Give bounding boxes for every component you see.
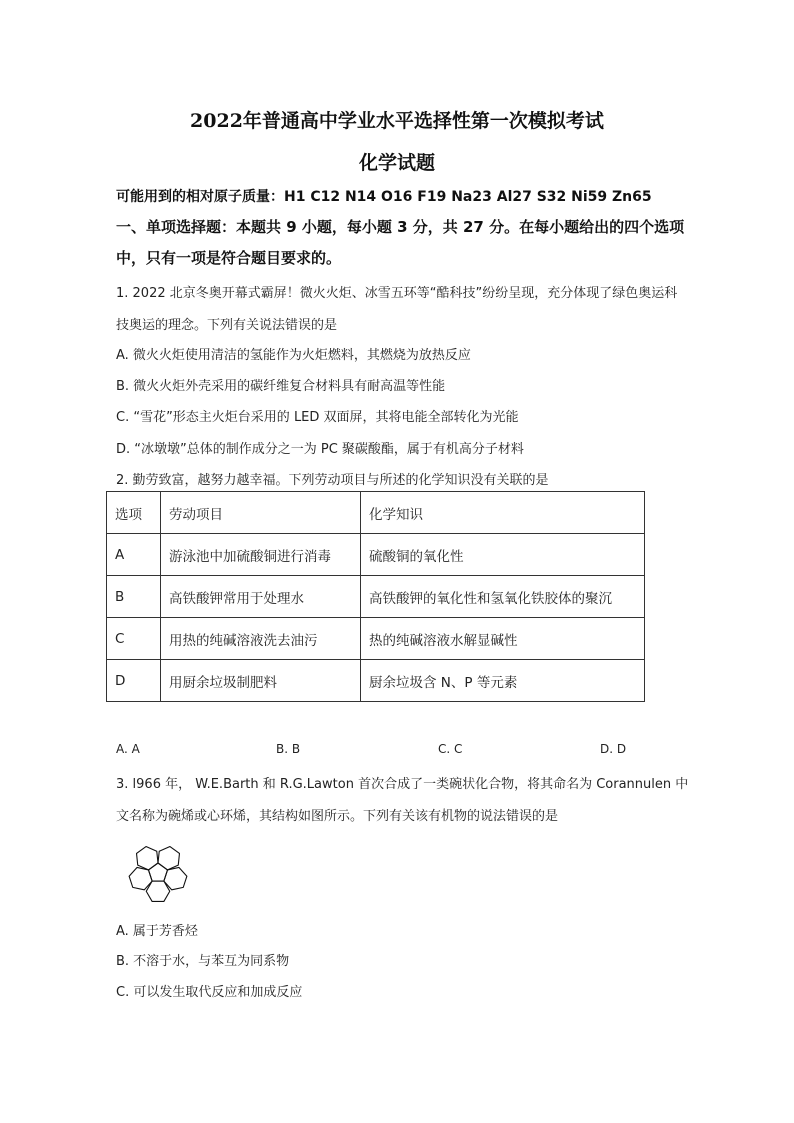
q2-stem: 2. 勤劳致富，越努力越幸福。下列劳动项目与所述的化学知识没有关联的是: [116, 473, 549, 488]
q3-stem-line2: 文名称为碗烯或心环烯，其结构如图所示。下列有关该有机物的说法错误的是: [116, 809, 559, 824]
section-heading-line1: 一、单项选择题：本题共 9 小题，每小题 3 分，共 27 分。在每小题给出的四个选项: [116, 218, 685, 236]
table-cell: 高铁酸钾的氧化性和氢氧化铁胶体的聚沉: [361, 576, 645, 618]
table-header-row: [107, 492, 645, 534]
table-header: 化学知识: [361, 492, 645, 534]
q2-option-c: C. C: [438, 742, 463, 756]
table-cell: 用热的纯碱溶液洗去油污: [161, 618, 361, 660]
q3-option-a: A. 属于芳香烃: [116, 924, 198, 939]
q1-option-b: B. 微火火炬外壳采用的碳纤维复合材料具有耐高温等性能: [116, 379, 446, 394]
hexagon-ring: [158, 847, 179, 870]
subject-title: 化学试题: [358, 152, 435, 174]
table-cell: 高铁酸钾常用于处理水: [161, 576, 361, 618]
table-cell: 用厨余垃圾制肥料: [161, 660, 361, 702]
q3-option-c: C. 可以发生取代反应和加成反应: [116, 985, 303, 1000]
table-cell: C: [107, 618, 161, 660]
table-row: [107, 576, 645, 618]
q3-stem-line1: 3. l966 年， W.E.Barth 和 R.G.Lawton 首次合成了一类碗状化合物，将其命名为 Corannulen 中: [116, 777, 689, 792]
section-heading-line2: 中，只有一项是符合题目要求的。: [116, 249, 342, 267]
q1-option-c: C. “雪花”形态主火炬台采用的 LED 双面屏，其将电能全部转化为光能: [116, 410, 519, 425]
q1-option-d: D. “冰墩墩”总体的制作成分之一为 PC 聚碳酸酯，属于有机高分子材料: [116, 442, 524, 457]
table-cell: 热的纯碱溶液水解显碱性: [361, 618, 645, 660]
table-cell: B: [107, 576, 161, 618]
q1-stem-line1: 1. 2022 北京冬奥开幕式霸屏！微火火炬、冰雪五环等“酷科技”纷纷呈现，充分体现了绿色奥运科: [116, 286, 678, 301]
exam-title: 2022年普通高中学业水平选择性第一次模拟考试: [190, 110, 604, 132]
corannulene-structure-diagram: [112, 832, 204, 914]
atomic-masses: 可能用到的相对原子质量：H1 C12 N14 O16 F19 Na23 Al27 S32 Ni59 Zn65: [116, 189, 652, 205]
table-cell: D: [107, 660, 161, 702]
table-row: [107, 618, 645, 660]
table-cell: 硫酸铜的氧化性: [361, 534, 645, 576]
table-header: 选项: [107, 492, 161, 534]
table-row: [107, 534, 645, 576]
q2-option-a: A. A: [116, 742, 140, 756]
table-row: [107, 660, 645, 702]
table-cell: A: [107, 534, 161, 576]
q1-option-a: A. 微火火炬使用清洁的氢能作为火炬燃料，其燃烧为放热反应: [116, 348, 471, 363]
q2-option-d: D. D: [600, 742, 627, 756]
table-cell: 厨余垃圾含 N、P 等元素: [361, 660, 645, 702]
q2-option-b: B. B: [276, 742, 301, 756]
table-cell: 游泳池中加硫酸铜进行消毒: [161, 534, 361, 576]
table-header: 劳动项目: [161, 492, 361, 534]
q2-table: [106, 491, 645, 702]
q3-option-b: B. 不溶于水，与苯互为同系物: [116, 954, 290, 969]
hexagon-ring: [137, 847, 158, 870]
q1-stem-line2: 技奥运的理念。下列有关说法错误的是: [116, 318, 338, 333]
